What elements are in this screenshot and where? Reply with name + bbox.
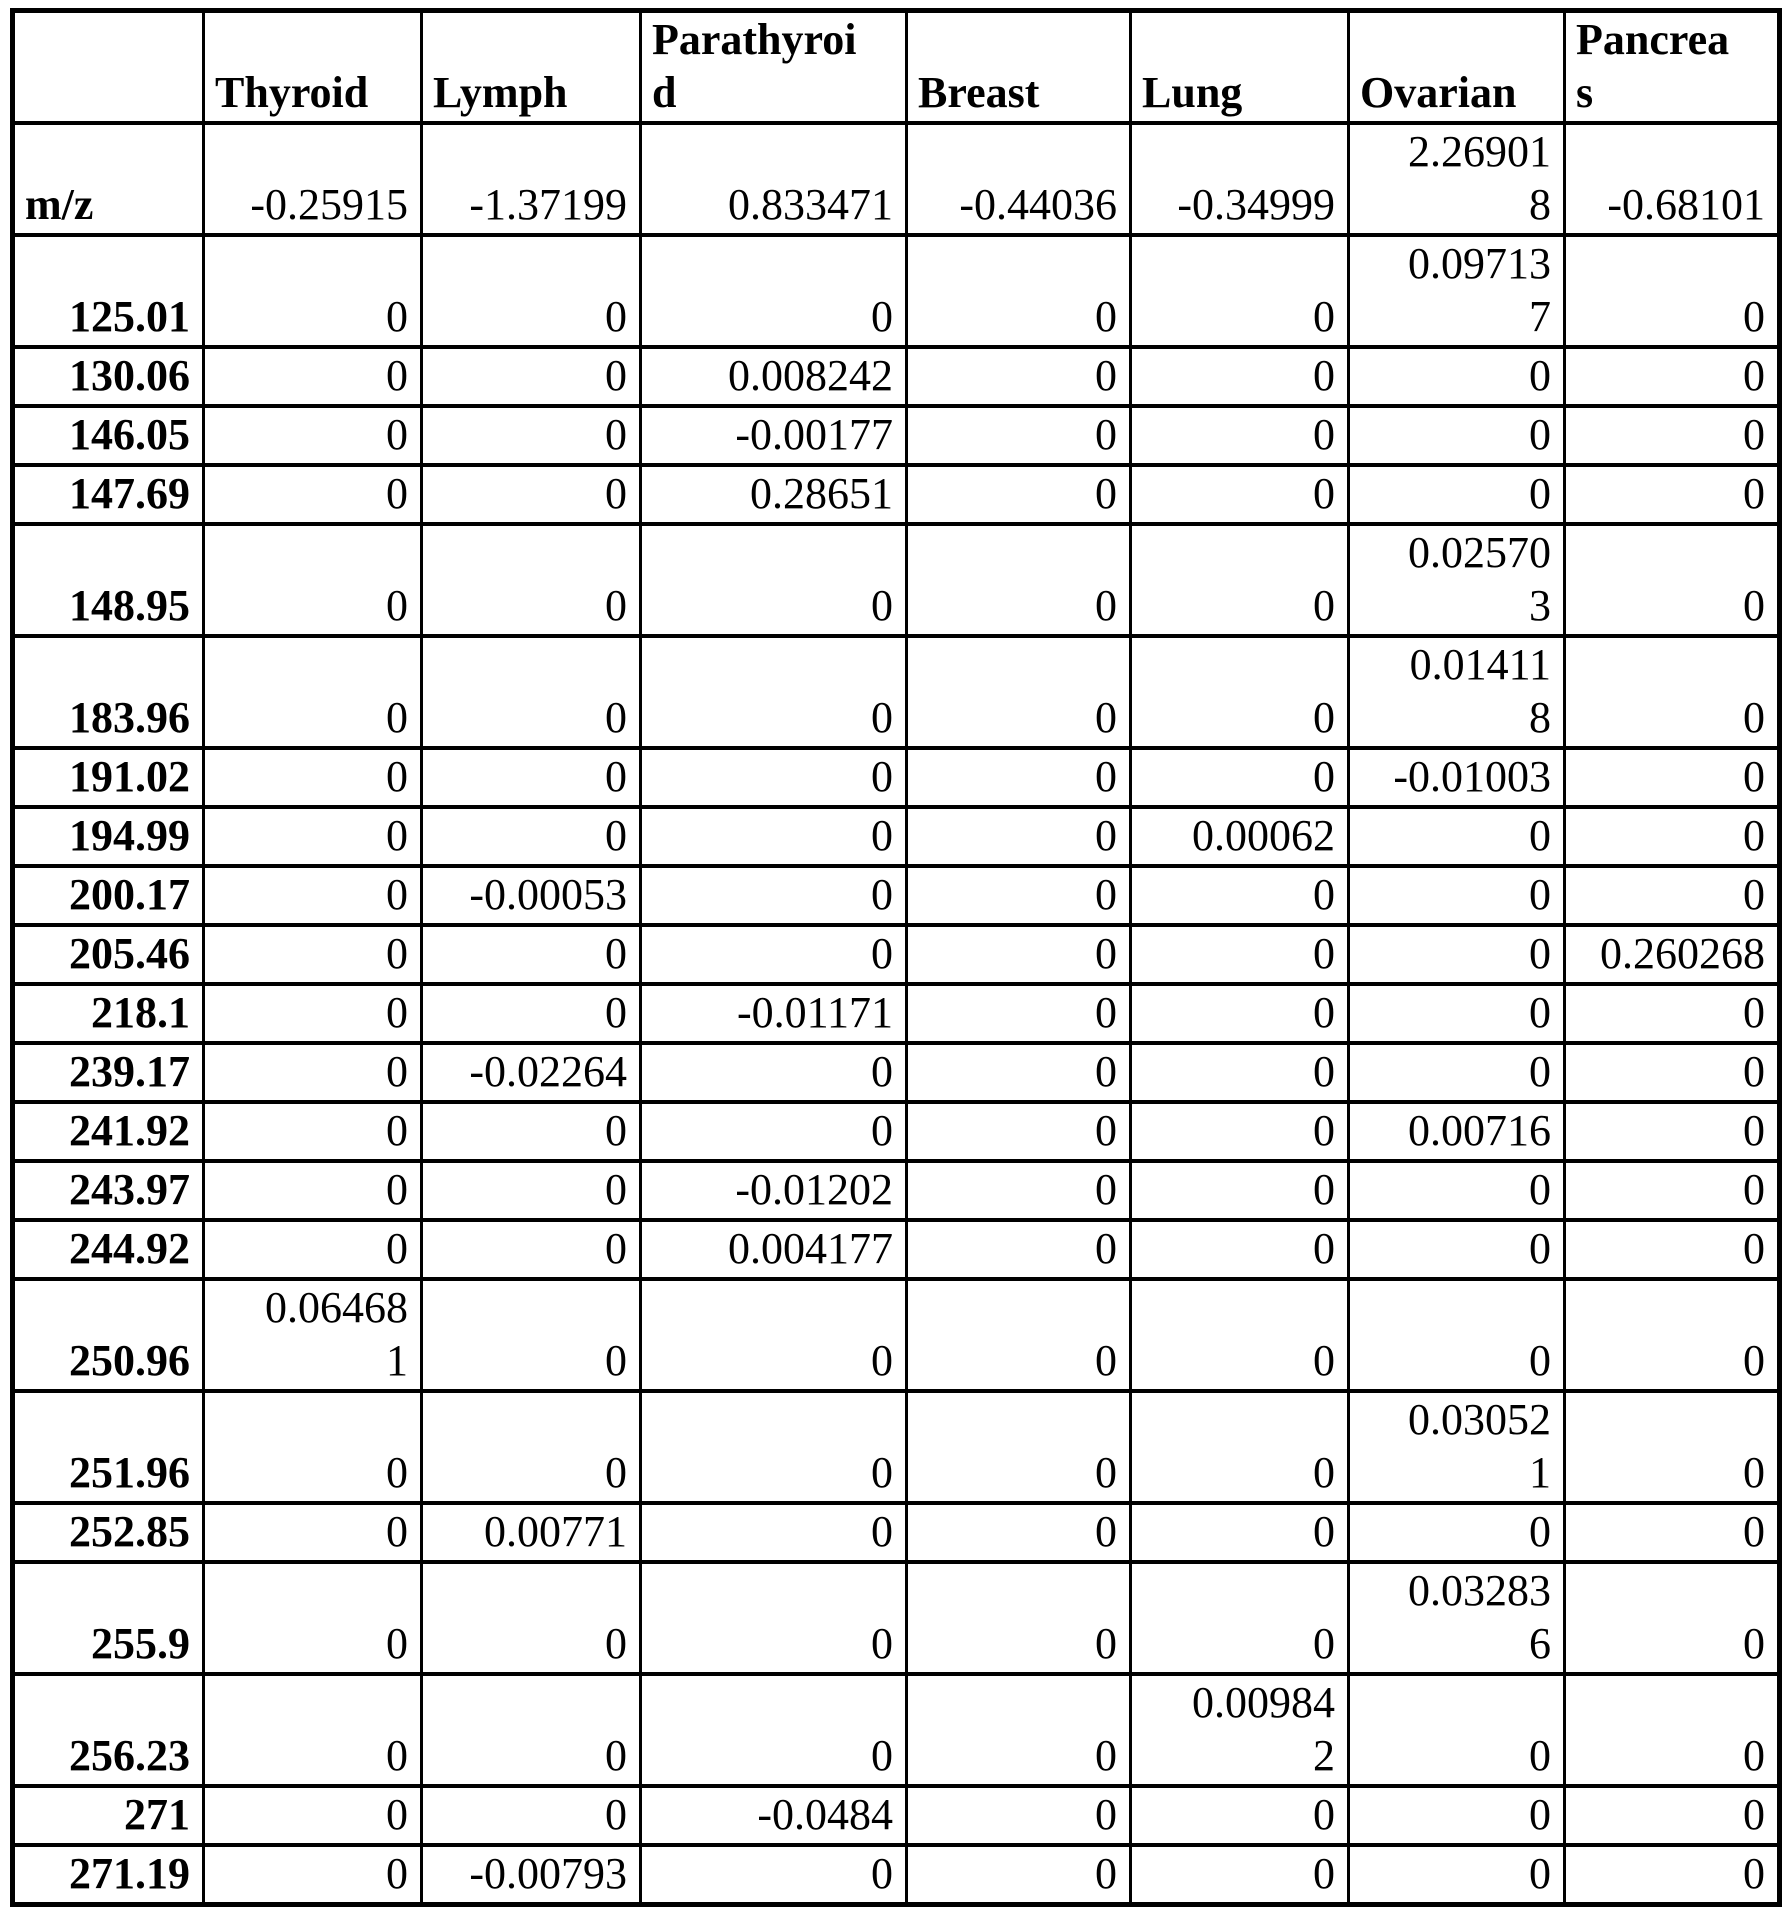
value-218-1-breast: 0 bbox=[907, 984, 1131, 1043]
value-239-17-ovarian: 0 bbox=[1349, 1043, 1565, 1102]
value-130-06-lymph: 0 bbox=[422, 347, 641, 406]
value-191-02-parathyroid: 0 bbox=[641, 748, 907, 807]
row-label-256-23: 256.23 bbox=[13, 1674, 204, 1786]
row-label-130-06: 130.06 bbox=[13, 347, 204, 406]
header-cell-lung: Lung bbox=[1131, 11, 1349, 124]
value-183-96-ovarian: 0.01411 8 bbox=[1349, 636, 1565, 748]
row-label-148-95: 148.95 bbox=[13, 524, 204, 636]
value-244-92-pancreas: 0 bbox=[1565, 1220, 1780, 1279]
header-row bbox=[13, 11, 1780, 124]
table-row-183-96 bbox=[13, 636, 1780, 748]
value-244-92-lymph: 0 bbox=[422, 1220, 641, 1279]
row-label-m-z: m/z bbox=[13, 123, 204, 235]
value-241-92-ovarian: 0.00716 bbox=[1349, 1102, 1565, 1161]
value-243-97-pancreas: 0 bbox=[1565, 1161, 1780, 1220]
row-label-252-85: 252.85 bbox=[13, 1503, 204, 1562]
value-239-17-lung: 0 bbox=[1131, 1043, 1349, 1102]
value-147-69-breast: 0 bbox=[907, 465, 1131, 524]
table-row-125-01 bbox=[13, 235, 1780, 347]
row-label-271: 271 bbox=[13, 1786, 204, 1845]
value-251-96-pancreas: 0 bbox=[1565, 1391, 1780, 1503]
value-243-97-ovarian: 0 bbox=[1349, 1161, 1565, 1220]
value-251-96-lung: 0 bbox=[1131, 1391, 1349, 1503]
value-147-69-lymph: 0 bbox=[422, 465, 641, 524]
value-183-96-breast: 0 bbox=[907, 636, 1131, 748]
value-252-85-lymph: 0.00771 bbox=[422, 1503, 641, 1562]
value-200-17-breast: 0 bbox=[907, 866, 1131, 925]
value-243-97-lymph: 0 bbox=[422, 1161, 641, 1220]
value-205-46-pancreas: 0.260268 bbox=[1565, 925, 1780, 984]
value-m-z-ovarian: 2.26901 8 bbox=[1349, 123, 1565, 235]
table-row-251-96 bbox=[13, 1391, 1780, 1503]
value-241-92-parathyroid: 0 bbox=[641, 1102, 907, 1161]
value-191-02-thyroid: 0 bbox=[204, 748, 422, 807]
value-194-99-thyroid: 0 bbox=[204, 807, 422, 866]
value-194-99-lymph: 0 bbox=[422, 807, 641, 866]
value-148-95-lymph: 0 bbox=[422, 524, 641, 636]
value-250-96-thyroid: 0.06468 1 bbox=[204, 1279, 422, 1391]
row-label-271-19: 271.19 bbox=[13, 1845, 204, 1905]
value-146-05-pancreas: 0 bbox=[1565, 406, 1780, 465]
value-146-05-parathyroid: -0.00177 bbox=[641, 406, 907, 465]
value-255-9-pancreas: 0 bbox=[1565, 1562, 1780, 1674]
value-255-9-lung: 0 bbox=[1131, 1562, 1349, 1674]
value-m-z-breast: -0.44036 bbox=[907, 123, 1131, 235]
value-250-96-lymph: 0 bbox=[422, 1279, 641, 1391]
table-row-271 bbox=[13, 1786, 1780, 1845]
mz-coefficient-table bbox=[10, 8, 1782, 1907]
value-146-05-lung: 0 bbox=[1131, 406, 1349, 465]
value-m-z-pancreas: -0.68101 bbox=[1565, 123, 1780, 235]
value-148-95-pancreas: 0 bbox=[1565, 524, 1780, 636]
table-row-250-96 bbox=[13, 1279, 1780, 1391]
value-255-9-breast: 0 bbox=[907, 1562, 1131, 1674]
value-183-96-parathyroid: 0 bbox=[641, 636, 907, 748]
value-205-46-breast: 0 bbox=[907, 925, 1131, 984]
table-body bbox=[13, 123, 1780, 1905]
value-147-69-thyroid: 0 bbox=[204, 465, 422, 524]
value-125-01-lymph: 0 bbox=[422, 235, 641, 347]
value-255-9-parathyroid: 0 bbox=[641, 1562, 907, 1674]
row-label-205-46: 205.46 bbox=[13, 925, 204, 984]
value-183-96-pancreas: 0 bbox=[1565, 636, 1780, 748]
value-194-99-parathyroid: 0 bbox=[641, 807, 907, 866]
value-271-pancreas: 0 bbox=[1565, 1786, 1780, 1845]
header-cell-thyroid: Thyroid bbox=[204, 11, 422, 124]
row-label-251-96: 251.96 bbox=[13, 1391, 204, 1503]
value-271-parathyroid: -0.0484 bbox=[641, 1786, 907, 1845]
value-256-23-pancreas: 0 bbox=[1565, 1674, 1780, 1786]
value-239-17-breast: 0 bbox=[907, 1043, 1131, 1102]
row-label-146-05: 146.05 bbox=[13, 406, 204, 465]
value-250-96-lung: 0 bbox=[1131, 1279, 1349, 1391]
value-147-69-ovarian: 0 bbox=[1349, 465, 1565, 524]
table-row-241-92 bbox=[13, 1102, 1780, 1161]
header-cell-breast: Breast bbox=[907, 11, 1131, 124]
row-label-250-96: 250.96 bbox=[13, 1279, 204, 1391]
value-218-1-pancreas: 0 bbox=[1565, 984, 1780, 1043]
value-m-z-parathyroid: 0.833471 bbox=[641, 123, 907, 235]
value-125-01-breast: 0 bbox=[907, 235, 1131, 347]
table-row-255-9 bbox=[13, 1562, 1780, 1674]
table-row-271-19 bbox=[13, 1845, 1780, 1905]
table-row-218-1 bbox=[13, 984, 1780, 1043]
value-251-96-thyroid: 0 bbox=[204, 1391, 422, 1503]
value-200-17-thyroid: 0 bbox=[204, 866, 422, 925]
value-250-96-ovarian: 0 bbox=[1349, 1279, 1565, 1391]
value-200-17-parathyroid: 0 bbox=[641, 866, 907, 925]
value-147-69-lung: 0 bbox=[1131, 465, 1349, 524]
value-271-lung: 0 bbox=[1131, 1786, 1349, 1845]
row-label-244-92: 244.92 bbox=[13, 1220, 204, 1279]
row-label-241-92: 241.92 bbox=[13, 1102, 204, 1161]
header-cell-parathyroid: Parathyroi d bbox=[641, 11, 907, 124]
value-m-z-thyroid: -0.25915 bbox=[204, 123, 422, 235]
table-row-130-06 bbox=[13, 347, 1780, 406]
value-252-85-lung: 0 bbox=[1131, 1503, 1349, 1562]
value-239-17-parathyroid: 0 bbox=[641, 1043, 907, 1102]
row-label-194-99: 194.99 bbox=[13, 807, 204, 866]
row-label-218-1: 218.1 bbox=[13, 984, 204, 1043]
value-251-96-ovarian: 0.03052 1 bbox=[1349, 1391, 1565, 1503]
value-244-92-parathyroid: 0.004177 bbox=[641, 1220, 907, 1279]
value-194-99-breast: 0 bbox=[907, 807, 1131, 866]
value-191-02-lymph: 0 bbox=[422, 748, 641, 807]
value-205-46-lymph: 0 bbox=[422, 925, 641, 984]
value-252-85-thyroid: 0 bbox=[204, 1503, 422, 1562]
value-244-92-thyroid: 0 bbox=[204, 1220, 422, 1279]
table-row-191-02 bbox=[13, 748, 1780, 807]
value-147-69-parathyroid: 0.28651 bbox=[641, 465, 907, 524]
value-130-06-breast: 0 bbox=[907, 347, 1131, 406]
value-146-05-ovarian: 0 bbox=[1349, 406, 1565, 465]
value-183-96-thyroid: 0 bbox=[204, 636, 422, 748]
value-271-19-breast: 0 bbox=[907, 1845, 1131, 1905]
value-148-95-lung: 0 bbox=[1131, 524, 1349, 636]
value-243-97-breast: 0 bbox=[907, 1161, 1131, 1220]
value-200-17-ovarian: 0 bbox=[1349, 866, 1565, 925]
value-271-thyroid: 0 bbox=[204, 1786, 422, 1845]
value-125-01-ovarian: 0.09713 7 bbox=[1349, 235, 1565, 347]
row-label-200-17: 200.17 bbox=[13, 866, 204, 925]
value-239-17-lymph: -0.02264 bbox=[422, 1043, 641, 1102]
value-271-19-ovarian: 0 bbox=[1349, 1845, 1565, 1905]
value-252-85-pancreas: 0 bbox=[1565, 1503, 1780, 1562]
value-194-99-pancreas: 0 bbox=[1565, 807, 1780, 866]
value-255-9-ovarian: 0.03283 6 bbox=[1349, 1562, 1565, 1674]
value-205-46-lung: 0 bbox=[1131, 925, 1349, 984]
value-244-92-ovarian: 0 bbox=[1349, 1220, 1565, 1279]
value-125-01-pancreas: 0 bbox=[1565, 235, 1780, 347]
value-m-z-lung: -0.34999 bbox=[1131, 123, 1349, 235]
value-218-1-thyroid: 0 bbox=[204, 984, 422, 1043]
value-256-23-ovarian: 0 bbox=[1349, 1674, 1565, 1786]
value-218-1-ovarian: 0 bbox=[1349, 984, 1565, 1043]
row-label-125-01: 125.01 bbox=[13, 235, 204, 347]
value-244-92-lung: 0 bbox=[1131, 1220, 1349, 1279]
value-218-1-lung: 0 bbox=[1131, 984, 1349, 1043]
value-183-96-lymph: 0 bbox=[422, 636, 641, 748]
value-147-69-pancreas: 0 bbox=[1565, 465, 1780, 524]
table-row-239-17 bbox=[13, 1043, 1780, 1102]
value-250-96-parathyroid: 0 bbox=[641, 1279, 907, 1391]
value-241-92-lung: 0 bbox=[1131, 1102, 1349, 1161]
value-252-85-breast: 0 bbox=[907, 1503, 1131, 1562]
value-148-95-ovarian: 0.02570 3 bbox=[1349, 524, 1565, 636]
value-241-92-breast: 0 bbox=[907, 1102, 1131, 1161]
value-271-19-lung: 0 bbox=[1131, 1845, 1349, 1905]
table-row-252-85 bbox=[13, 1503, 1780, 1562]
value-191-02-breast: 0 bbox=[907, 748, 1131, 807]
table-row-148-95 bbox=[13, 524, 1780, 636]
value-271-breast: 0 bbox=[907, 1786, 1131, 1845]
table-row-243-97 bbox=[13, 1161, 1780, 1220]
value-251-96-breast: 0 bbox=[907, 1391, 1131, 1503]
value-243-97-lung: 0 bbox=[1131, 1161, 1349, 1220]
table-row-m-z bbox=[13, 123, 1780, 235]
table-row-244-92 bbox=[13, 1220, 1780, 1279]
value-191-02-lung: 0 bbox=[1131, 748, 1349, 807]
header-cell-pancreas: Pancrea s bbox=[1565, 11, 1780, 124]
value-130-06-lung: 0 bbox=[1131, 347, 1349, 406]
value-125-01-thyroid: 0 bbox=[204, 235, 422, 347]
value-200-17-lung: 0 bbox=[1131, 866, 1349, 925]
value-251-96-lymph: 0 bbox=[422, 1391, 641, 1503]
value-130-06-parathyroid: 0.008242 bbox=[641, 347, 907, 406]
value-218-1-parathyroid: -0.01171 bbox=[641, 984, 907, 1043]
value-256-23-parathyroid: 0 bbox=[641, 1674, 907, 1786]
value-271-19-thyroid: 0 bbox=[204, 1845, 422, 1905]
value-194-99-lung: 0.00062 bbox=[1131, 807, 1349, 866]
row-label-183-96: 183.96 bbox=[13, 636, 204, 748]
value-183-96-lung: 0 bbox=[1131, 636, 1349, 748]
row-label-239-17: 239.17 bbox=[13, 1043, 204, 1102]
value-239-17-thyroid: 0 bbox=[204, 1043, 422, 1102]
value-130-06-ovarian: 0 bbox=[1349, 347, 1565, 406]
value-148-95-thyroid: 0 bbox=[204, 524, 422, 636]
value-146-05-lymph: 0 bbox=[422, 406, 641, 465]
value-255-9-thyroid: 0 bbox=[204, 1562, 422, 1674]
table-row-147-69 bbox=[13, 465, 1780, 524]
value-271-19-parathyroid: 0 bbox=[641, 1845, 907, 1905]
value-146-05-thyroid: 0 bbox=[204, 406, 422, 465]
value-271-19-lymph: -0.00793 bbox=[422, 1845, 641, 1905]
value-130-06-pancreas: 0 bbox=[1565, 347, 1780, 406]
row-label-255-9: 255.9 bbox=[13, 1562, 204, 1674]
value-241-92-lymph: 0 bbox=[422, 1102, 641, 1161]
value-200-17-lymph: -0.00053 bbox=[422, 866, 641, 925]
value-148-95-parathyroid: 0 bbox=[641, 524, 907, 636]
value-243-97-thyroid: 0 bbox=[204, 1161, 422, 1220]
corner-cell bbox=[13, 11, 204, 124]
value-271-lymph: 0 bbox=[422, 1786, 641, 1845]
value-194-99-ovarian: 0 bbox=[1349, 807, 1565, 866]
value-241-92-pancreas: 0 bbox=[1565, 1102, 1780, 1161]
value-256-23-thyroid: 0 bbox=[204, 1674, 422, 1786]
value-255-9-lymph: 0 bbox=[422, 1562, 641, 1674]
value-243-97-parathyroid: -0.01202 bbox=[641, 1161, 907, 1220]
value-244-92-breast: 0 bbox=[907, 1220, 1131, 1279]
row-label-191-02: 191.02 bbox=[13, 748, 204, 807]
table-row-146-05 bbox=[13, 406, 1780, 465]
value-250-96-breast: 0 bbox=[907, 1279, 1131, 1391]
value-205-46-thyroid: 0 bbox=[204, 925, 422, 984]
row-label-243-97: 243.97 bbox=[13, 1161, 204, 1220]
value-218-1-lymph: 0 bbox=[422, 984, 641, 1043]
value-256-23-lung: 0.00984 2 bbox=[1131, 1674, 1349, 1786]
value-251-96-parathyroid: 0 bbox=[641, 1391, 907, 1503]
value-125-01-lung: 0 bbox=[1131, 235, 1349, 347]
value-271-19-pancreas: 0 bbox=[1565, 1845, 1780, 1905]
value-271-ovarian: 0 bbox=[1349, 1786, 1565, 1845]
value-250-96-pancreas: 0 bbox=[1565, 1279, 1780, 1391]
header-cell-ovarian: Ovarian bbox=[1349, 11, 1565, 124]
value-252-85-parathyroid: 0 bbox=[641, 1503, 907, 1562]
value-146-05-breast: 0 bbox=[907, 406, 1131, 465]
value-205-46-parathyroid: 0 bbox=[641, 925, 907, 984]
table-row-205-46 bbox=[13, 925, 1780, 984]
table-row-194-99 bbox=[13, 807, 1780, 866]
table-row-256-23 bbox=[13, 1674, 1780, 1786]
value-148-95-breast: 0 bbox=[907, 524, 1131, 636]
value-m-z-lymph: -1.37199 bbox=[422, 123, 641, 235]
value-241-92-thyroid: 0 bbox=[204, 1102, 422, 1161]
value-191-02-pancreas: 0 bbox=[1565, 748, 1780, 807]
value-191-02-ovarian: -0.01003 bbox=[1349, 748, 1565, 807]
value-125-01-parathyroid: 0 bbox=[641, 235, 907, 347]
table-row-200-17 bbox=[13, 866, 1780, 925]
header-cell-lymph: Lymph bbox=[422, 11, 641, 124]
value-256-23-lymph: 0 bbox=[422, 1674, 641, 1786]
value-256-23-breast: 0 bbox=[907, 1674, 1131, 1786]
value-239-17-pancreas: 0 bbox=[1565, 1043, 1780, 1102]
value-130-06-thyroid: 0 bbox=[204, 347, 422, 406]
row-label-147-69: 147.69 bbox=[13, 465, 204, 524]
value-252-85-ovarian: 0 bbox=[1349, 1503, 1565, 1562]
value-205-46-ovarian: 0 bbox=[1349, 925, 1565, 984]
value-200-17-pancreas: 0 bbox=[1565, 866, 1780, 925]
